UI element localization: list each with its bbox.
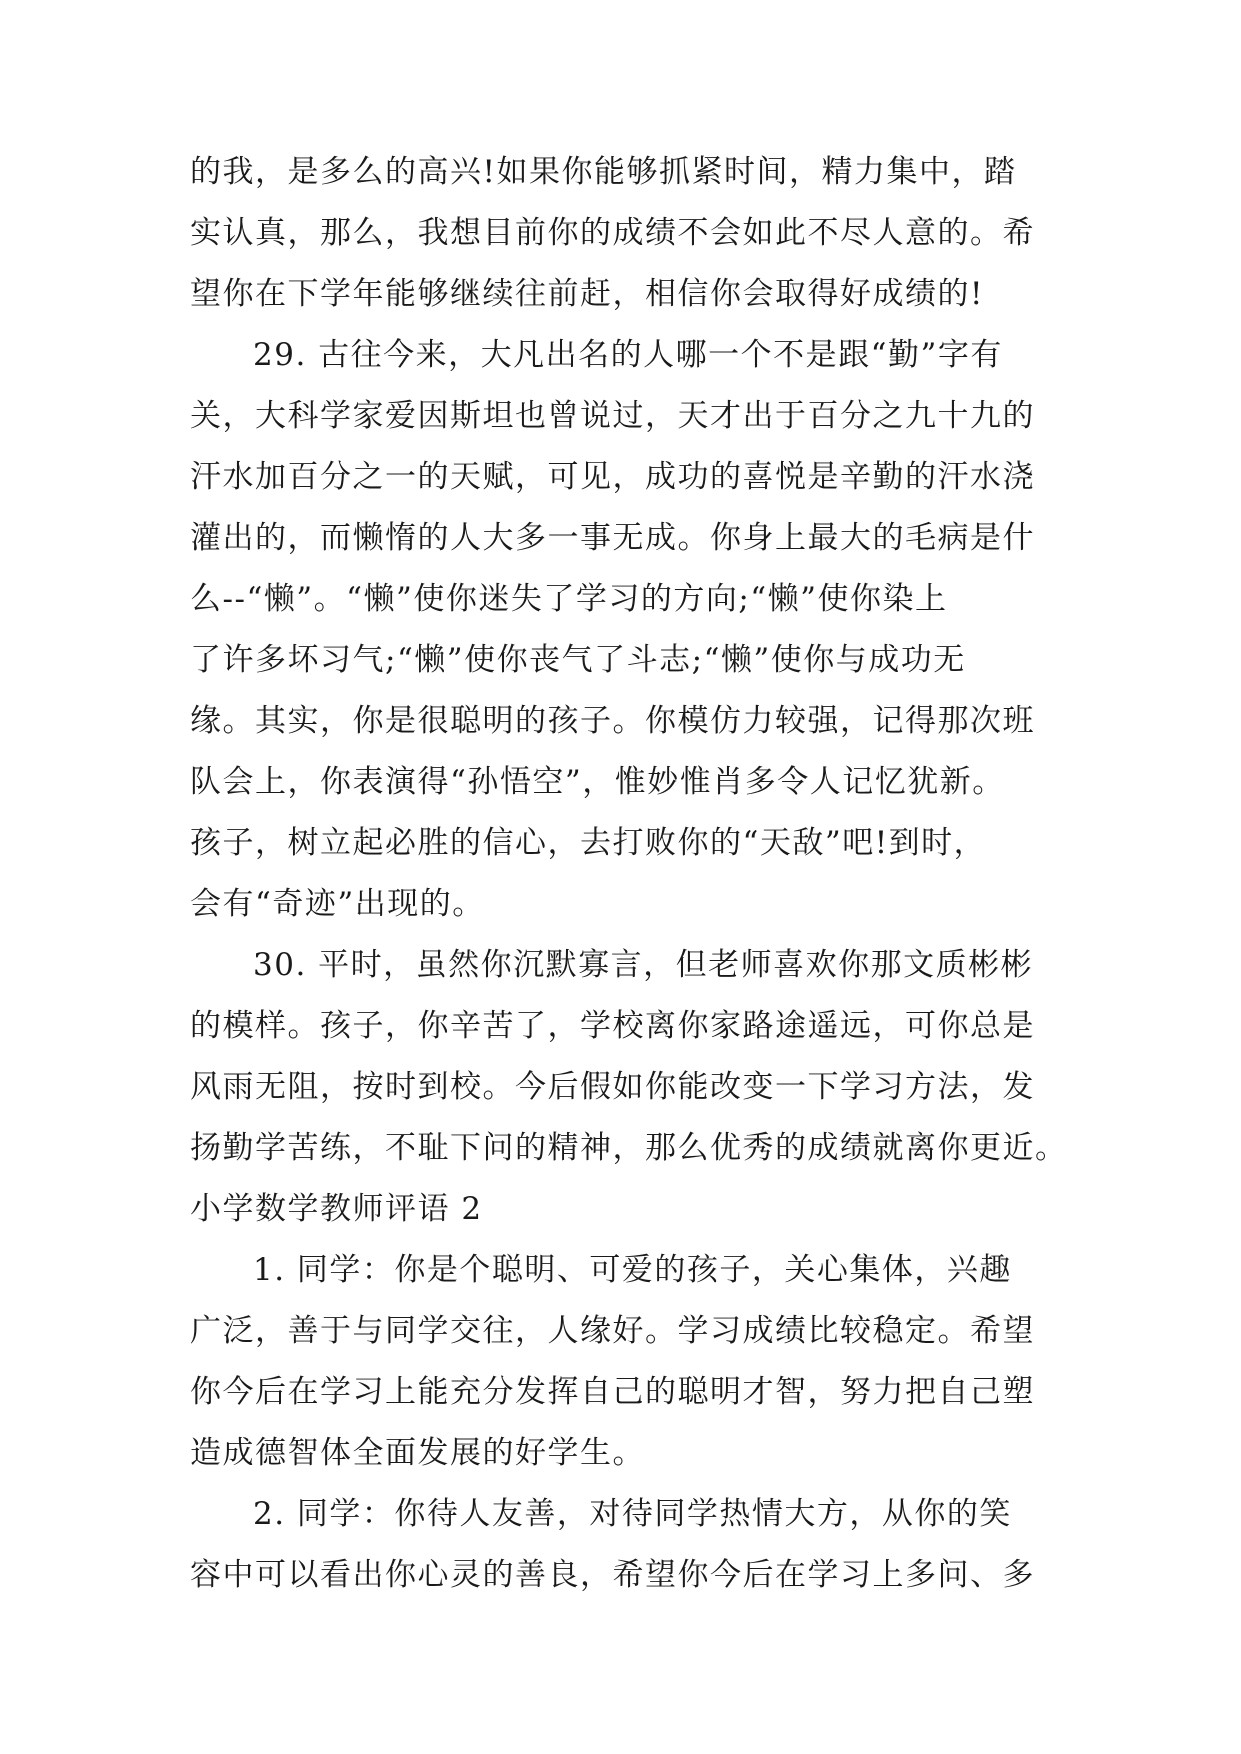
paragraph-30-start: 30. 平时，虽然你沉默寡言，但老师喜欢你那文质彬彬: [253, 947, 1034, 983]
text-line: 的我，是多么的高兴!如果你能够抓紧时间，精力集中，踏: [190, 154, 1017, 190]
text-line: 望你在下学年能够继续往前赶，相信你会取得好成绩的!: [190, 276, 984, 312]
paragraph-2-start: 2. 同学：你待人友善，对待同学热情大方，从你的笑: [253, 1496, 1012, 1532]
text-line: 风雨无阻，按时到校。今后假如你能改变一下学习方法，发: [190, 1069, 1035, 1105]
paragraph-1-start: 1. 同学：你是个聪明、可爱的孩子，关心集体，兴趣: [253, 1252, 1012, 1288]
text-line: 你今后在学习上能充分发挥自己的聪明才智，努力把自己塑: [190, 1374, 1035, 1410]
text-line: 实认真，那么，我想目前你的成绩不会如此不尽人意的。希: [190, 215, 1035, 251]
text-line: 容中可以看出你心灵的善良，希望你今后在学习上多问、多: [190, 1557, 1035, 1593]
paragraph-29-start: 29. 古往今来，大凡出名的人哪一个不是跟“勤”字有: [253, 337, 1003, 373]
text-line: 了许多坏习气;“懒”使你丧气了斗志;“懒”使你与成功无: [190, 642, 966, 678]
section-heading: 小学数学教师评语 2: [190, 1191, 483, 1227]
text-line: 的模样。孩子，你辛苦了，学校离你家路途遥远，可你总是: [190, 1008, 1035, 1044]
text-line: 关，大科学家爱因斯坦也曾说过，天才出于百分之九十九的: [190, 398, 1035, 434]
text-line: 灌出的，而懒惰的人大多一事无成。你身上最大的毛病是什: [190, 520, 1035, 556]
text-line: 广泛，善于与同学交往，人缘好。学习成绩比较稳定。希望: [190, 1313, 1035, 1349]
text-line: 扬勤学苦练，不耻下问的精神，那么优秀的成绩就离你更近。: [190, 1130, 1068, 1166]
text-line: 造成德智体全面发展的好学生。: [190, 1435, 645, 1471]
text-line: 队会上，你表演得“孙悟空”，惟妙惟肖多令人记忆犹新。: [190, 764, 1005, 800]
text-line: 孩子，树立起必胜的信心，去打败你的“天敌”吧!到时，: [190, 825, 987, 861]
text-line: 汗水加百分之一的天赋，可见，成功的喜悦是辛勤的汗水浇: [190, 459, 1035, 495]
text-line: 会有“奇迹”出现的。: [190, 886, 485, 922]
text-line: 么--“懒”。“懒”使你迷失了学习的方向;“懒”使你染上: [190, 581, 948, 617]
text-line: 缘。其实，你是很聪明的孩子。你模仿力较强，记得那次班: [190, 703, 1035, 739]
